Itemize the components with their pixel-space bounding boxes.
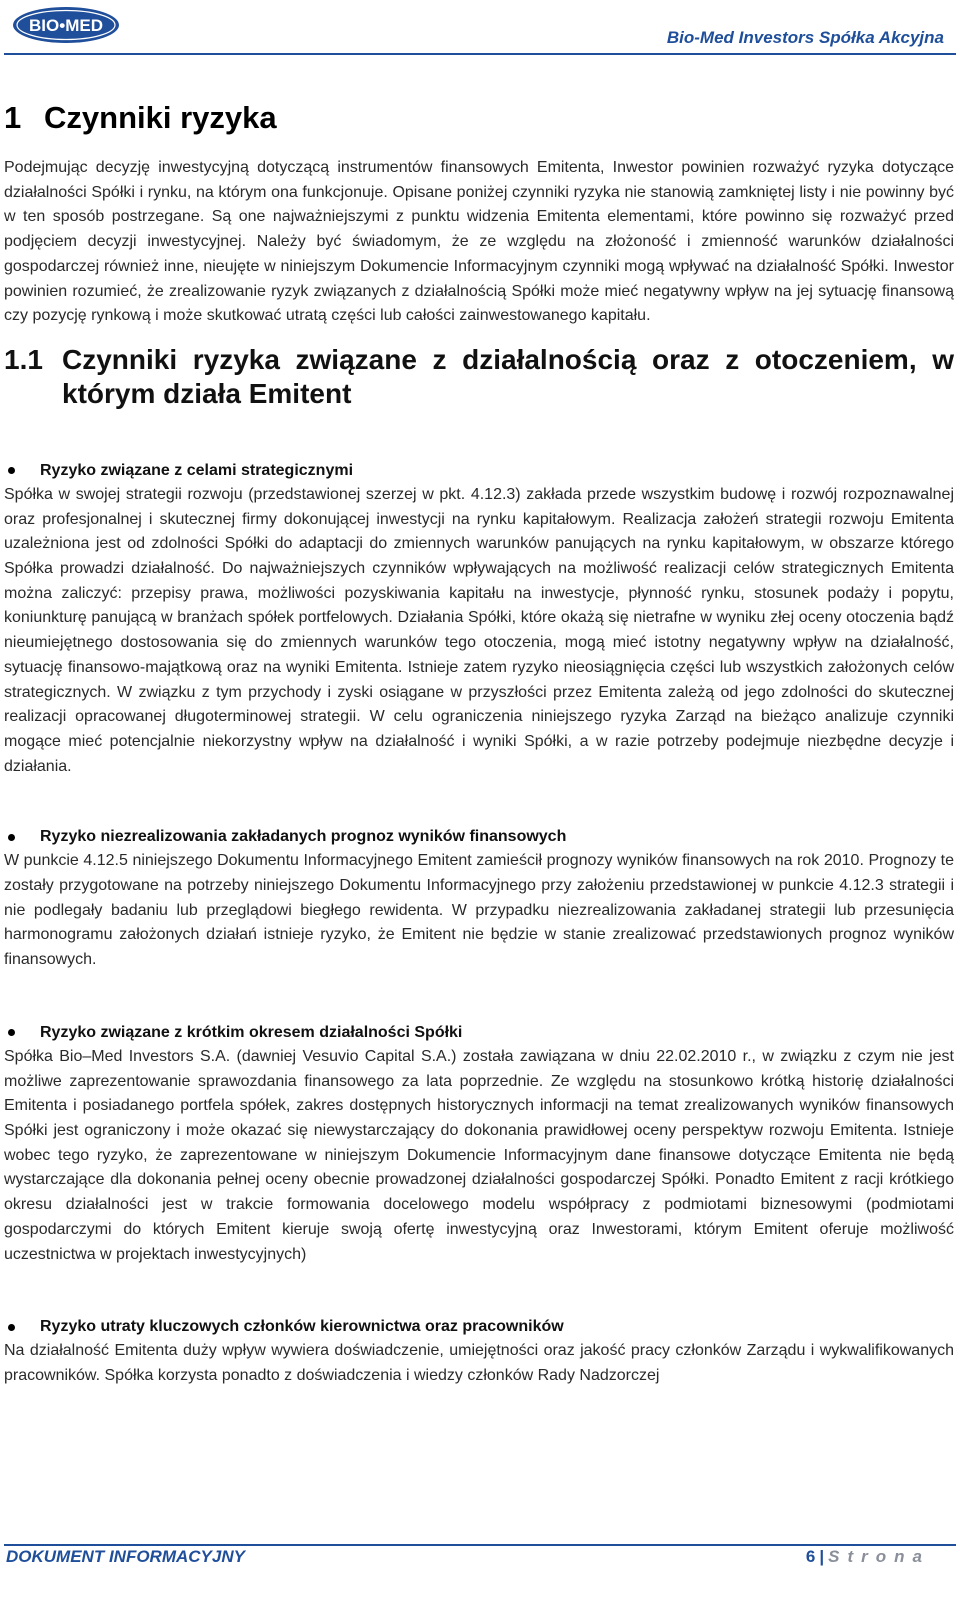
risk-item — [4, 1021, 954, 1267]
bullet-icon — [8, 1324, 15, 1331]
risk-body: Spółka w swojej strategii rozwoju (przedstawionej szerzej w pkt. 4.12.3) zakłada przede wszystkim budowę i rozwój rozpoznawalnej oraz profesjonalnej i skutecznej firmy dokonującej inwestycji na rynku kapitałowym. Realizacja założeń strategii rozwoju Emitenta uzależniona jest od zdolności Spółki do adaptacji do zmiennych warunków panujących na rynku kapitałowym, w obszarze którego Spółka prowadzi działalność. Do najważniejszych czynników wpływających na możliwość realizacji celów strategicznych Emitenta można zaliczyć: przepisy prawa, możliwości pozyskiwania kapitału na inwestycje, płynność rynku, stosunek podaży i popytu, koniunkturę panującą w branżach spółek portfelowych. Działania Spółki, które okażą się nietrafne w wyniku złej oceny otoczenia bądź nieumiejętnego dostosowania się do zmiennych warunków tego otoczenia, mogą mieć istotny negatywny wpływ na działalność, sytuację finansowo-majątkową oraz na wyniki Emitenta. Istnieje zatem ryzyko nieosiągnięcia części lub wszystkich założonych celów strategicznych. W związku z tym przychody i zyski osiągane w przyszłości przez Emitenta zależą od jego zdolności do skutecznej realizacji opracowanej długoterminowej strategii. W celu ograniczenia niniejszego ryzyka Zarząd na bieżąco analizuje czynniki mogące mieć potencjalnie niekorzystny wpływ na działalność i wyniki Spółki, a w razie potrzeby podejmuje niezbędne decyzje i działania. — [4, 485, 954, 775]
risk-body: Na działalność Emitenta duży wpływ wywiera doświadczenie, umiejętności oraz jakość pracy członków Zarządu i wykwalifikowanych pracowników. Spółka korzysta ponadto z doświadczenia i wiedzy członków Rady Nadzorczej — [4, 1342, 954, 1384]
page-separator: | — [819, 1547, 825, 1566]
risk-title — [4, 459, 954, 483]
footer-document-title: DOKUMENT INFORMACYJNY — [6, 1547, 245, 1566]
section-number: 1.1 — [4, 343, 43, 375]
footer-divider — [4, 1544, 956, 1546]
risk-item — [4, 459, 954, 779]
page-header — [0, 0, 960, 58]
section-heading — [4, 343, 954, 411]
risk-title — [4, 1315, 954, 1339]
risk-title-text: Ryzyko związane z celami strategicznymi — [40, 461, 354, 479]
risk-title-text: Ryzyko związane z krótkim okresem działalności Spółki — [40, 1023, 463, 1041]
header-company-name: Bio-Med Investors Spółka Akcyjna — [666, 28, 944, 47]
header-divider — [4, 53, 956, 55]
bio-med-logo — [12, 6, 120, 44]
footer-page-number — [806, 1547, 930, 1567]
chapter-number: 1 — [4, 100, 22, 135]
svg-text:BIO•MED: BIO•MED — [29, 16, 103, 35]
chapter-title: Czynniki ryzyka — [44, 100, 277, 135]
risk-title-text: Ryzyko niezrealizowania zakładanych prognoz wyników finansowych — [40, 828, 567, 846]
page-footer — [0, 1540, 960, 1613]
bullet-icon — [8, 834, 15, 841]
page-number: 6 — [805, 1547, 816, 1566]
risk-body: W punkcie 4.12.5 niniejszego Dokumentu Informacyjnego Emitent zamieścił prognozy wyników finansowych na rok 2010. Prognozy te zostały przygotowane na potrzeby niniejszego Dokumentu Informacyjnego przy założeniu przedstawionej w punkcie 4.12.3 strategii i nie podlegały badaniu lub przeglądowi biegłego rewidenta. W przypadku niezrealizowania zakładanej strategii lub przesunięcia harmonogramu założonych działań istnieje ryzyko, że Emitent nie będzie w stanie zrealizować przedstawionych prognoz wyników finansowych. — [4, 852, 954, 969]
risk-item — [4, 825, 954, 973]
risk-title-text: Ryzyko utraty kluczowych członków kierownictwa oraz pracowników — [40, 1318, 564, 1336]
risk-item — [4, 1315, 954, 1388]
risk-title — [4, 1021, 954, 1045]
risk-title — [4, 825, 954, 849]
risk-body: Spółka Bio–Med Investors S.A. (dawniej Vesuvio Capital S.A.) została zawiązana w dniu 22.02.2010 r., w związku z czym nie jest możliwe zaprezentowanie sprawozdania finansowego za lata poprzednie. Ze względu na stosunkowo krótką historię działalności Emitenta i posiadanego portfela spółek, zakres dostępnych historycznych informacji na temat zrealizowanych wyników finansowych Spółki jest ograniczony i może okazać się niewystarczający do dokonania prawidłowej oceny perspektyw rozwoju Emitenta. Istnieje wobec tego ryzyko, że zaprezentowane w niniejszym Dokumencie Informacyjnym dane finansowe dotyczące Emitenta nie będą wystarczające dla dokonania pełnej oceny obecnie prowadzonej działalności gospodarczej Spółki. Ponadto Emitent z racji krótkiego okresu działalności jest w trakcie formowania docelowego modelu współpracy z podmiotami biznesowymi (podmiotami gospodarczymi do których Emitent kieruje swoją ofertę inwestycyjną oraz Inwestorami, którym Emitent oferuje możliwość uczestnictwa w projektach inwestycyjnych) — [4, 1047, 954, 1263]
chapter-intro: Podejmując decyzję inwestycyjną dotyczącą instrumentów finansowych Emitenta, Inwestor powinien rozważyć ryzyka dotyczące działalności Spółki i rynku, na którym ona funkcjonuje. Opisane poniżej czynniki ryzyka nie stanowią zamkniętej listy i nie powinny być w ten sposób postrzegane. Są one najważniejszymi z punktu widzenia Emitenta elementami, które powinno się rozważyć przed podjęciem decyzji inwestycyjnej. Należy być świadomym, że ze względu na złożoność i zmienność warunków działalności gospodarczej również inne, nieujęte w niniejszym Dokumencie Informacyjnym czynniki mogą wpływać na działalność Spółki. Inwestor powinien rozumieć, że zrealizowanie ryzyk związanych z działalnością Spółki może mieć negatywny wpływ na jej sytuację finansową czy pozycję rynkową i może skutkować utratą części lub całości zainwestowanego kapitału. — [4, 159, 954, 325]
bullet-icon — [8, 1029, 15, 1036]
section-title: Czynniki ryzyka związane z działalnością oraz z otoczeniem, w którym działa Emitent — [62, 343, 954, 409]
chapter-heading — [4, 98, 954, 138]
bullet-icon — [8, 467, 15, 474]
page-word: Strona — [828, 1547, 930, 1566]
document-body — [4, 98, 954, 1389]
